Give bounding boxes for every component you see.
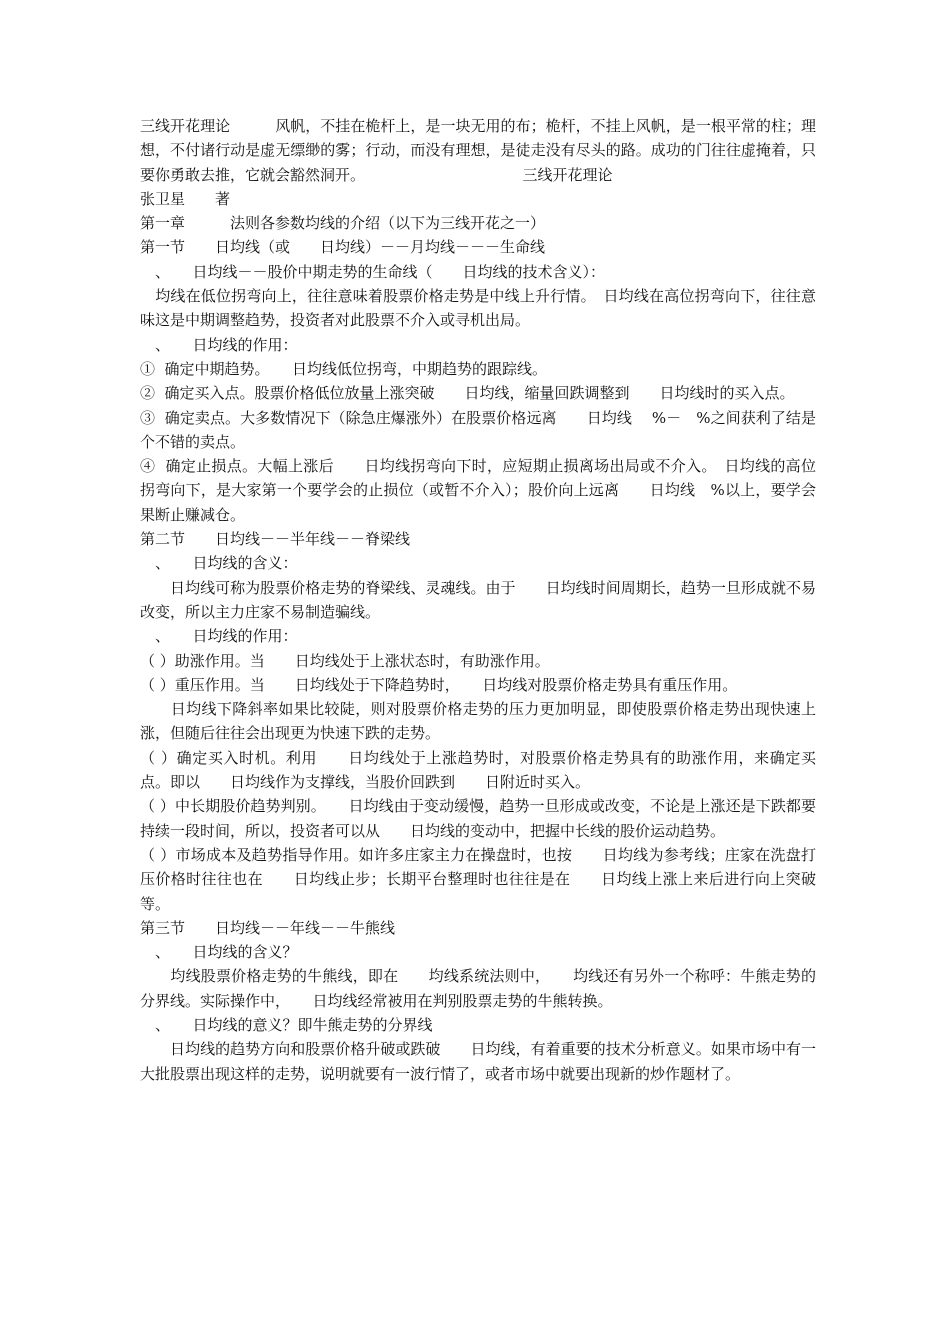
body-paragraph: 日均线下降斜率如果比较陡，则对股票价格走势的压力更加明显，即使股票价格走势出现快速上涨，但随后往往会出现更为快速下跌的走势。 [140,700,816,743]
list-item: ④ 确定止损点。大幅上涨后 日均线拐弯向下时，应短期止损离场出局或不介入。 日均线的高位拐弯向下，是大家第一个要学会的止损位（或暂不介入）；股价向上远离 日均线 %以上，要学会果断止赚减仓。 [140,457,816,524]
section-heading: 第一节 日均线（或 日均线）－－月均线－－－生命线 [140,238,546,257]
subsection-heading: 、 日均线的作用： [140,627,298,646]
section-heading: 第二节 日均线－－半年线－－脊梁线 [140,530,411,549]
subsection-heading: 、 日均线－－股价中期走势的生命线（ 日均线的技术含义）： [140,262,606,281]
body-paragraph: 均线股票价格走势的牛熊线，即在 均线系统法则中， 均线还有另外一个称呼：牛熊走势的分界线。实际操作中， 日均线经常被用在判别股票走势的牛熊转换。 [140,967,816,1010]
list-item: （ ）重压作用。当 日均线处于下降趋势时， 日均线对股票价格走势具有重压作用。 [140,675,738,694]
subsection-heading: 、 日均线的意义？即牛熊走势的分界线 [140,1015,433,1034]
chapter-heading: 第一章 法则各参数均线的介绍（以下为三线开花之一） [140,214,546,233]
section-heading: 第三节 日均线－－年线－－牛熊线 [140,918,396,937]
list-item: ③ 确定卖点。大多数情况下（除急庄爆涨外）在股票价格远离 日均线 %－ %之间获利了结是个不错的卖点。 [140,408,816,451]
document-body [140,114,816,1086]
subsection-heading: 、 日均线的含义？ [140,943,298,962]
list-item: ② 确定买入点。股票价格低位放量上涨突破 日均线，缩量回跌调整到 日均线时的买入点。 [140,384,795,403]
list-item: （ ）中长期股价趋势判别。 日均线由于变动缓慢，趋势一旦形成或改变，不论是上涨还是下跌都要持续一段时间，所以，投资者可以从 日均线的变动中，把握中长线的股价运动趋势。 [140,797,816,840]
subsection-heading: 、 日均线的作用： [140,335,298,354]
list-item: （ ）确定买入时机。利用 日均线处于上涨趋势时，对股票价格走势具有的助涨作用，来确定买点。即以 日均线作为支撑线，当股价回跌到 日附近时买入。 [140,748,816,792]
subsection-heading: 、 日均线的含义： [140,554,298,573]
body-paragraph: 日均线可称为股票价格走势的脊梁线、灵魂线。由于 日均线时间周期长，趋势一旦形成就不易改变，所以主力庄家不易制造骗线。 [140,578,816,621]
body-paragraph: 日均线的趋势方向和股票价格升破或跌破 日均线，有着重要的技术分析意义。如果市场中有一大批股票出现这样的走势，说明就要有一波行情了，或者市场中就要出现新的炒作题材了。 [140,1040,816,1083]
body-paragraph: 均线在低位拐弯向上，往往意味着股票价格走势是中线上升行情。 日均线在高位拐弯向下，往往意味这是中期调整趋势，投资者对此股票不介入或寻机出局。 [140,287,816,330]
intro-paragraph: 三线开花理论 风帆，不挂在桅杆上，是一块无用的布；桅杆，不挂上风帆，是一根平常的柱；理想，不付诸行动是虚无缥缈的雾；行动，而没有理想，是徒走没有尽头的路。成功的门往往虚掩着，只要你勇敢去推，它就会豁然洞开。 三线开花理论 [140,117,816,184]
author-line: 张卫星 著 [140,189,231,208]
list-item: ① 确定中期趋势。 日均线低位拐弯，中期趋势的跟踪线。 [140,359,548,378]
list-item: （ ）助涨作用。当 日均线处于上涨状态时，有助涨作用。 [140,651,550,670]
list-item: （ ）市场成本及趋势指导作用。如许多庄家主力在操盘时，也按 日均线为参考线；庄家在洗盘打压价格时往往也在 日均线止步；长期平台整理时也往往是在 日均线上涨上来后进行向上突破等。 [140,845,816,913]
